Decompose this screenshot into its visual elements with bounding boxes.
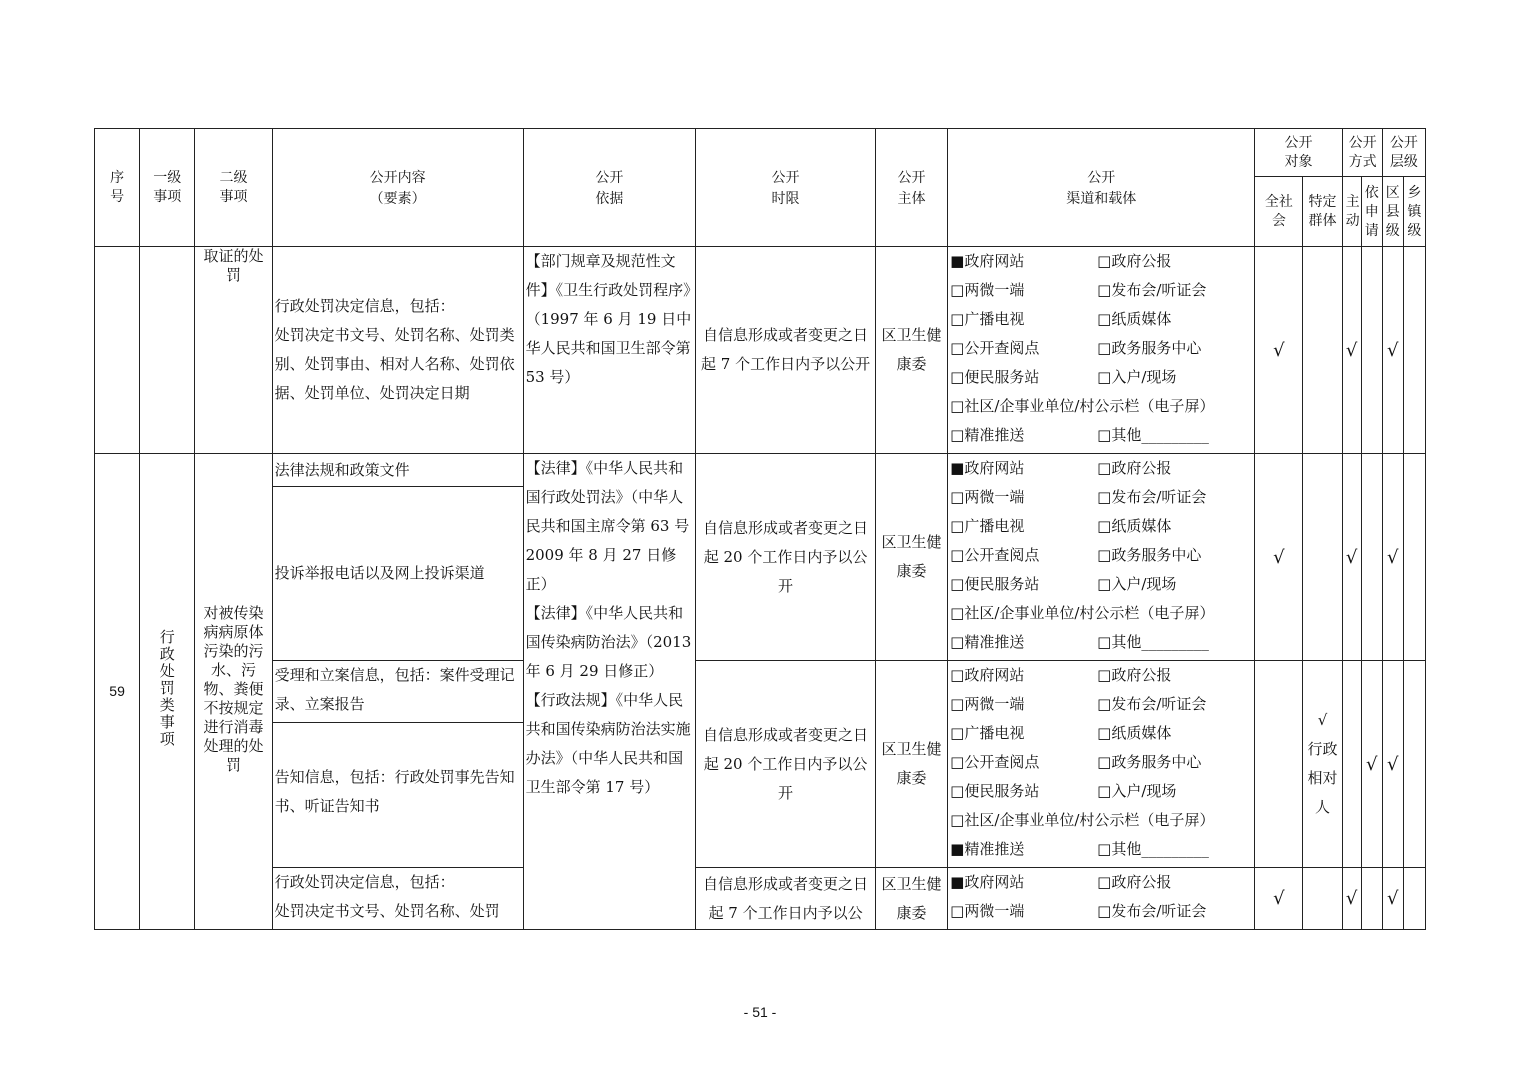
active-check: √ — [1342, 454, 1361, 661]
channel-option: □便民服务站 — [950, 575, 1040, 593]
district-check: √ — [1382, 868, 1403, 930]
channel-option: □政府网站 — [950, 666, 1025, 684]
channel-option: □广播电视 — [950, 310, 1025, 328]
channel-option: □广播电视 — [950, 724, 1025, 742]
channel-cell — [948, 454, 1255, 661]
content-cell: 受理和立案信息，包括：案件受理记录、立案报告 — [272, 661, 523, 723]
subject-cell: 区卫生健康委 — [875, 661, 947, 868]
all-society-check — [1255, 661, 1303, 868]
channel-option: □政务服务中心 — [1097, 339, 1202, 357]
content-cell: 告知信息，包括：行政处罚事先告知书、听证告知书 — [272, 723, 523, 868]
channel-option: □政府公报 — [1097, 252, 1172, 270]
header-active: 主动 — [1342, 177, 1361, 247]
channel-option: □政府公报 — [1097, 666, 1172, 684]
channel-option: □其他_________ — [1097, 633, 1209, 651]
channel-cell — [948, 868, 1255, 930]
all-society-check: √ — [1255, 868, 1303, 930]
channel-option: □政务服务中心 — [1097, 753, 1202, 771]
level1-cell — [140, 247, 195, 454]
table-row — [95, 868, 1426, 930]
content-cell: 行政处罚决定信息，包括： 处罚决定书文号、处罚名称、处罚 — [272, 868, 523, 930]
table-row — [95, 661, 1426, 723]
content-cell: 投诉举报电话以及网上投诉渠道 — [272, 487, 523, 661]
specific-group-check: √ 行政相对人 — [1303, 661, 1342, 868]
channel-option: □两微一端 — [950, 488, 1025, 506]
header-all-society: 全社会 — [1255, 177, 1303, 247]
channel-option: □便民服务站 — [950, 368, 1040, 386]
district-check: √ — [1382, 661, 1403, 868]
township-check — [1403, 454, 1425, 661]
header-method: 公开方式 — [1342, 129, 1382, 177]
page-number: - 51 - — [743, 1004, 777, 1020]
header-channel: 公开 渠道和载体 — [948, 129, 1255, 247]
channel-option: □两微一端 — [950, 902, 1025, 920]
channel-option: □政府公报 — [1097, 873, 1172, 891]
header-by-request: 依申请 — [1361, 177, 1382, 247]
channel-option: ■政府网站 — [950, 873, 1025, 891]
header-level2: 二级事项 — [195, 129, 272, 247]
header-township: 乡镇级 — [1403, 177, 1425, 247]
level2-cell: 对被传染病病原体污染的污水、污物、粪便不按规定进行消毒处理的处罚 — [195, 454, 272, 930]
channel-option: □两微一端 — [950, 281, 1025, 299]
channel-option: □纸质媒体 — [1097, 724, 1172, 742]
township-check — [1403, 247, 1425, 454]
all-society-check: √ — [1255, 454, 1303, 661]
channel-option: □政府公报 — [1097, 459, 1172, 477]
by-request-check — [1361, 454, 1382, 661]
channel-option: □社区/企事业单位/村公示栏（电子屏） — [950, 397, 1215, 415]
channel-option: ■政府网站 — [950, 459, 1025, 477]
channel-option: □两微一端 — [950, 695, 1025, 713]
subject-cell: 区卫生健康委 — [875, 454, 947, 661]
channel-option: □社区/企事业单位/村公示栏（电子屏） — [950, 811, 1215, 829]
level1-cell: 行政处罚类事项 — [140, 454, 195, 930]
active-check — [1342, 661, 1361, 868]
active-check: √ — [1342, 868, 1361, 930]
header-level1: 一级事项 — [140, 129, 195, 247]
header-content: 公开内容 （要素） — [272, 129, 523, 247]
time-cell: 自信息形成或者变更之日起 7 个工作日内予以公开 — [696, 247, 876, 454]
channel-option: □入户/现场 — [1097, 368, 1177, 386]
content-cell: 行政处罚决定信息，包括： 处罚决定书文号、处罚名称、处罚类别、处罚事由、相对人名称、处罚依据、处罚单位、处罚决定日期 — [272, 247, 523, 454]
channel-option: □公开查阅点 — [950, 753, 1040, 771]
basis-cell: 【法律】《中华人民共和国行政处罚法》（中华人民共和国主席令第 63 号 2009 年 8 月 27 日修正） 【法律】《中华人民共和国传染病防治法》（2013 年 6 月 29 日修正） 【行政法规】《中华人民共和国传染病防治法实施办法》（中华人民共和国卫生部令第 17 号） — [523, 454, 696, 930]
header-level: 公开层级 — [1382, 129, 1425, 177]
channel-option: □发布会/听证会 — [1097, 281, 1207, 299]
by-request-check: √ — [1361, 661, 1382, 868]
channel-option: □政务服务中心 — [1097, 546, 1202, 564]
seq-cell — [95, 247, 140, 454]
channel-option: □其他_________ — [1097, 426, 1209, 444]
table-row — [95, 247, 1426, 454]
channel-option: □便民服务站 — [950, 782, 1040, 800]
header-seq: 序号 — [95, 129, 140, 247]
channel-option: □公开查阅点 — [950, 546, 1040, 564]
header-object: 公开对象 — [1255, 129, 1342, 177]
channel-cell — [948, 661, 1255, 868]
all-society-check: √ — [1255, 247, 1303, 454]
channel-option: □纸质媒体 — [1097, 310, 1172, 328]
channel-option: □纸质媒体 — [1097, 517, 1172, 535]
time-cell: 自信息形成或者变更之日起 20 个工作日内予以公开 — [696, 661, 876, 868]
channel-option: □其他_________ — [1097, 840, 1209, 858]
level2-cell: 取证的处罚 — [195, 247, 272, 454]
subject-cell: 区卫生健康委 — [875, 247, 947, 454]
time-cell: 自信息形成或者变更之日起 7 个工作日内予以公 — [696, 868, 876, 930]
channel-list — [950, 868, 1252, 926]
channel-list — [950, 247, 1252, 450]
header-subject: 公开 主体 — [875, 129, 947, 247]
header-specific-group: 特定群体 — [1303, 177, 1342, 247]
content-cell: 法律法规和政策文件 — [272, 454, 523, 487]
channel-list — [950, 661, 1252, 864]
channel-list — [950, 454, 1252, 657]
channel-option: □精准推送 — [950, 633, 1025, 651]
header-basis: 公开 依据 — [523, 129, 696, 247]
channel-option: □发布会/听证会 — [1097, 488, 1207, 506]
table-row — [95, 454, 1426, 487]
by-request-check — [1361, 868, 1382, 930]
channel-option: ■政府网站 — [950, 252, 1025, 270]
basis-cell: 【部门规章及规范性文件】《卫生行政处罚程序》（1997 年 6 月 19 日中华人民共和国卫生部令第 53 号） — [523, 247, 696, 454]
header-time: 公开 时限 — [696, 129, 876, 247]
active-check: √ — [1342, 247, 1361, 454]
channel-option: □发布会/听证会 — [1097, 695, 1207, 713]
time-cell: 自信息形成或者变更之日起 20 个工作日内予以公开 — [696, 454, 876, 661]
disclosure-table — [94, 128, 1426, 930]
channel-option: □精准推送 — [950, 426, 1025, 444]
district-check: √ — [1382, 247, 1403, 454]
by-request-check — [1361, 247, 1382, 454]
specific-group-check — [1303, 247, 1342, 454]
specific-group-check — [1303, 868, 1342, 930]
specific-group-check — [1303, 454, 1342, 661]
seq-cell: 59 — [95, 454, 140, 930]
district-check: √ — [1382, 454, 1403, 661]
channel-option: ■精准推送 — [950, 840, 1025, 858]
channel-option: □入户/现场 — [1097, 575, 1177, 593]
channel-option: □发布会/听证会 — [1097, 902, 1207, 920]
subject-cell: 区卫生健康委 — [875, 868, 947, 930]
channel-option: □广播电视 — [950, 517, 1025, 535]
township-check — [1403, 661, 1425, 868]
channel-option: □入户/现场 — [1097, 782, 1177, 800]
channel-option: □社区/企事业单位/村公示栏（电子屏） — [950, 604, 1215, 622]
channel-cell — [948, 247, 1255, 454]
township-check — [1403, 868, 1425, 930]
channel-option: □公开查阅点 — [950, 339, 1040, 357]
header-district: 区县级 — [1382, 177, 1403, 247]
